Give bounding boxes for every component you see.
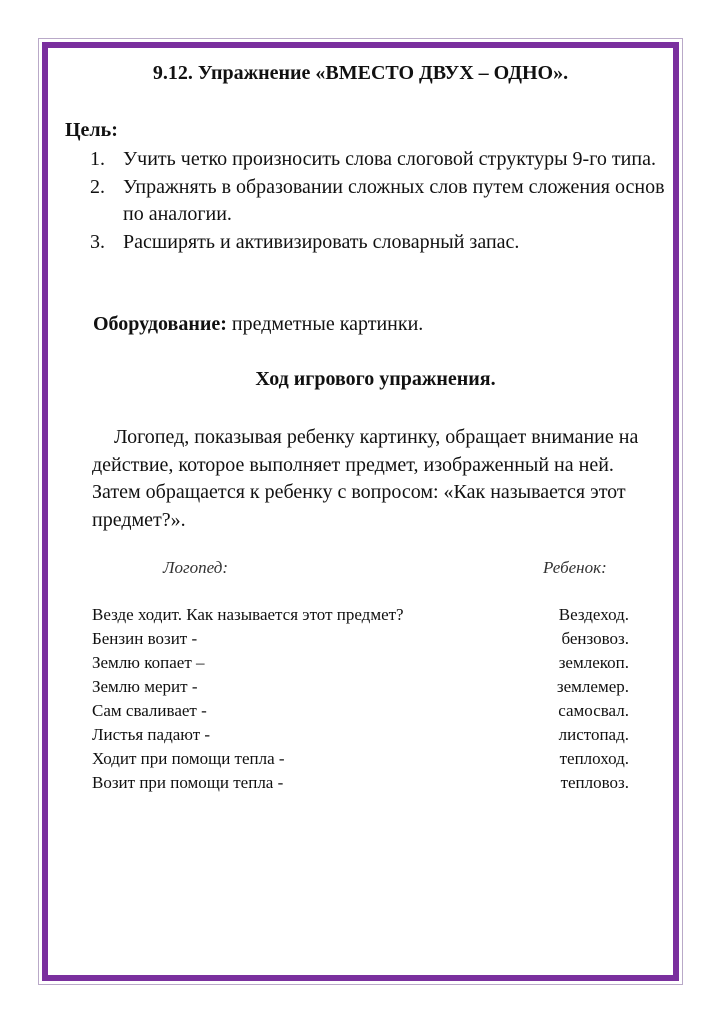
dialog-answer: Вездеход.: [558, 605, 629, 624]
goal-item-text: Расширять и активизировать словарный запас.: [123, 231, 520, 253]
dialog-question: Листья падают -: [92, 725, 211, 744]
dialog-row: [92, 747, 632, 771]
equipment-text: предметные картинки.: [226, 313, 424, 335]
section-heading: Ход игрового упражнения.: [255, 368, 496, 390]
goal-item: [90, 146, 670, 173]
dialog-question: Землю копает –: [92, 653, 205, 672]
dialog-row: [92, 627, 632, 651]
dialog-answer: листопад.: [558, 725, 629, 744]
dialog-question: Везде ходит. Как называется этот предмет?: [92, 605, 404, 624]
goal-item-number: 1.: [90, 148, 105, 170]
goal-item-number: 2.: [90, 176, 105, 198]
dialog-answer: самосвал.: [558, 701, 629, 720]
dialog-row: [92, 651, 632, 675]
equipment-line: [93, 313, 423, 336]
goal-item: [90, 174, 670, 228]
intro-paragraph: Логопед, показывая ребенку картинку, обращает внимание на действие, которое выполняет предмет, изображенный на ней. Затем обращается к ребенку с вопросом: «Как называется этот предмет?».: [92, 426, 639, 531]
dialog-answer: землемер.: [556, 677, 629, 696]
goal-item-text: Упражнять в образовании сложных слов путем сложения основ по аналогии.: [123, 176, 665, 225]
dialog-row: [92, 603, 632, 627]
dialog-question: Землю мерит -: [92, 677, 198, 696]
dialog-row: [92, 723, 632, 747]
dialog-list: [92, 603, 632, 795]
goal-item-number: 3.: [90, 231, 105, 253]
dialog-answer: теплоход.: [559, 749, 629, 768]
dialog-answer: тепловоз.: [560, 773, 629, 792]
dialog-row: [92, 675, 632, 699]
speech-therapist-header: Логопед:: [163, 558, 229, 577]
dialog-answer: бензовоз.: [561, 629, 629, 648]
goal-item: [90, 229, 670, 256]
exercise-title: 9.12. Упражнение «ВМЕСТО ДВУХ – ОДНО».: [152, 62, 569, 84]
dialog-question: Возит при помощи тепла -: [92, 773, 284, 792]
goal-item-text: Учить четко произносить слова слоговой структуры 9-го типа.: [123, 148, 656, 170]
equipment-label: Оборудование:: [93, 313, 227, 335]
goal-list: [90, 146, 670, 257]
dialog-row: [92, 699, 632, 723]
dialog-row: [92, 771, 632, 795]
dialog-question: Сам сваливает -: [92, 701, 207, 720]
child-header: Ребенок:: [543, 558, 607, 577]
dialog-question: Ходит при помощи тепла -: [92, 749, 285, 768]
dialog-answer: землекоп.: [558, 653, 629, 672]
dialog-question: Бензин возит -: [92, 629, 198, 648]
goal-label: Цель:: [65, 119, 118, 141]
